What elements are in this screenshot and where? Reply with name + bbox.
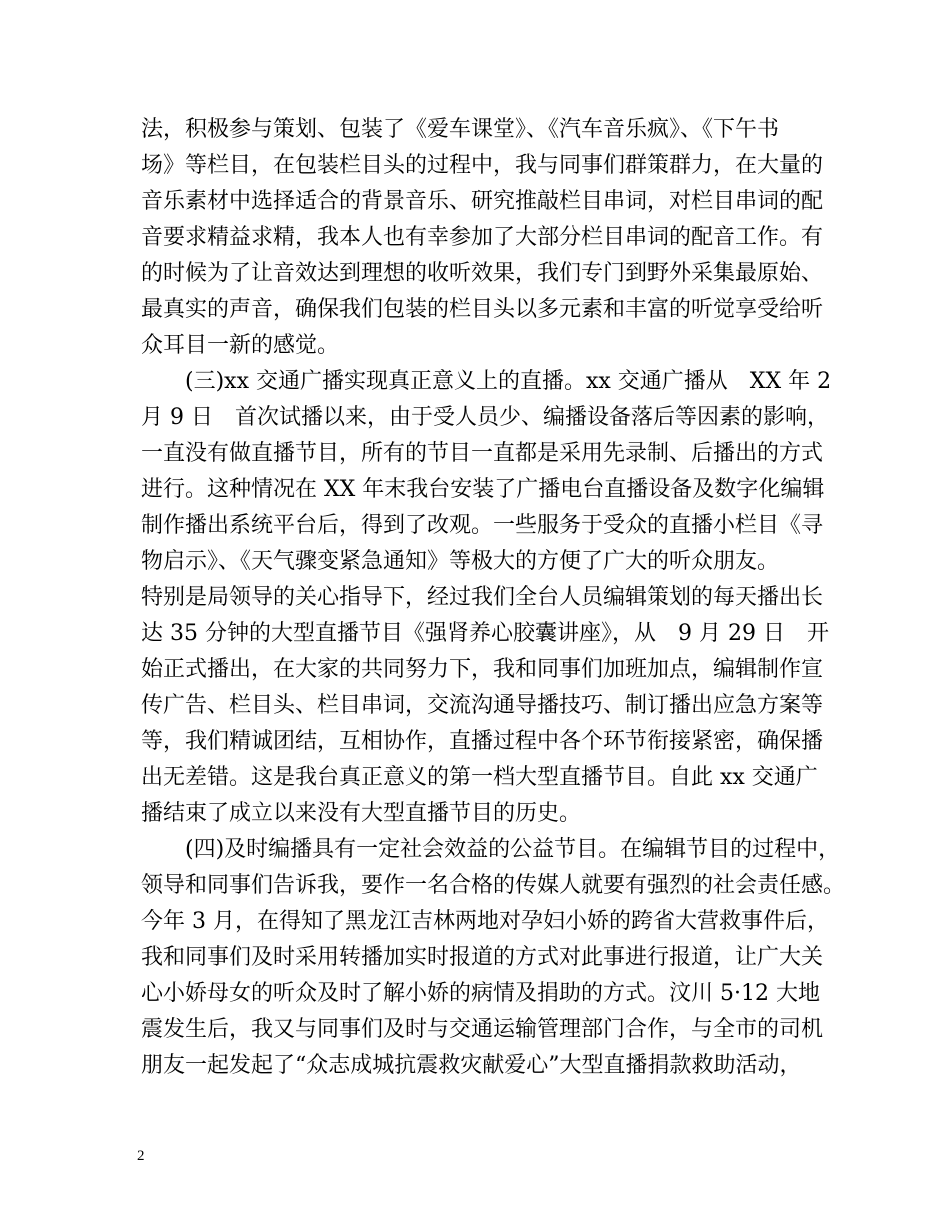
text-line: 进行。这种情况在 XX 年末我台安装了广播电台直播设备及数字化编辑 <box>141 477 825 502</box>
text-line: 出无差错。这是我台真正意义的第一档大型直播节目。自此 xx 交通广 <box>141 765 818 790</box>
text-line: (四)及时编播具有一定社会效益的公益节目。在编辑节目的过程中， <box>141 837 841 862</box>
text-line: 最真实的声音，确保我们包装的栏目头以多元素和丰富的听觉享受给听 <box>141 297 824 322</box>
text-line: 始正式播出，在大家的共同努力下，我和同事们加班加点，编辑制作宣 <box>141 657 824 682</box>
text-line: 物启示》、《天气骤变紧急通知》等极大的方便了广大的听众朋友。 <box>141 549 780 574</box>
text-line: (三)xx 交通广播实现真正意义上的直播。xx 交通广播从 XX 年 2 <box>141 369 832 394</box>
text-line: 一直没有做直播节目，所有的节目一直都是采用先录制、后播出的方式 <box>141 441 824 466</box>
text-line: 心小娇母女的听众及时了解小娇的病情及捐助的方式。汶川 5·12 大地 <box>141 981 820 1006</box>
text-line: 音要求精益求精，我本人也有幸参加了大部分栏目串词的配音工作。有 <box>141 225 824 250</box>
text-line: 朋友一起发起了“众志成城抗震救灾献爱心”大型直播捐款救助活动， <box>141 1053 802 1078</box>
text-line: 特别是局领导的关心指导下，经过我们全台人员编辑策划的每天播出长 <box>141 585 824 610</box>
text-line: 传广告、栏目头、栏目串词，交流沟通导播技巧、制订播出应急方案等 <box>141 693 824 718</box>
text-line: 今年 3 月，在得知了黑龙江吉林两地对孕妇小娇的跨省大营救事件后， <box>141 909 829 934</box>
text-line: 场》等栏目，在包装栏目头的过程中，我与同事们群策群力，在大量的 <box>141 153 824 178</box>
text-line: 等，我们精诚团结，互相协作，直播过程中各个环节衔接紧密，确保播 <box>141 729 824 754</box>
text-line: 达 35 分钟的大型直播节目《强肾养心胶囊讲座》，从 9 月 29 日 开 <box>141 621 829 646</box>
text-line: 众耳目一新的感觉。 <box>141 333 340 358</box>
text-line: 音乐素材中选择适合的背景音乐、研究推敲栏目串词，对栏目串词的配 <box>141 189 824 214</box>
page-number: 2 <box>137 1148 145 1164</box>
text-line: 法，积极参与策划、包装了《爱车课堂》、《汽车音乐疯》、《下午书 <box>141 117 780 142</box>
text-line: 制作播出系统平台后，得到了改观。一些服务于受众的直播小栏目《寻 <box>141 513 824 538</box>
text-line: 月 9 日 首次试播以来，由于受人员少、编播设备落后等因素的影响， <box>141 405 829 430</box>
text-line: 的时候为了让音效达到理想的收听效果，我们专门到野外采集最原始、 <box>141 261 824 286</box>
text-line: 领导和同事们告诉我，要作一名合格的传媒人就要有强烈的社会责任感。 <box>141 873 846 898</box>
text-line: 播结束了成立以来没有大型直播节目的历史。 <box>141 801 582 826</box>
text-line: 我和同事们及时采用转播加实时报道的方式对此事进行报道，让广大关 <box>141 945 824 970</box>
text-line: 震发生后，我又与同事们及时与交通运输管理部门合作，与全市的司机 <box>141 1017 824 1042</box>
